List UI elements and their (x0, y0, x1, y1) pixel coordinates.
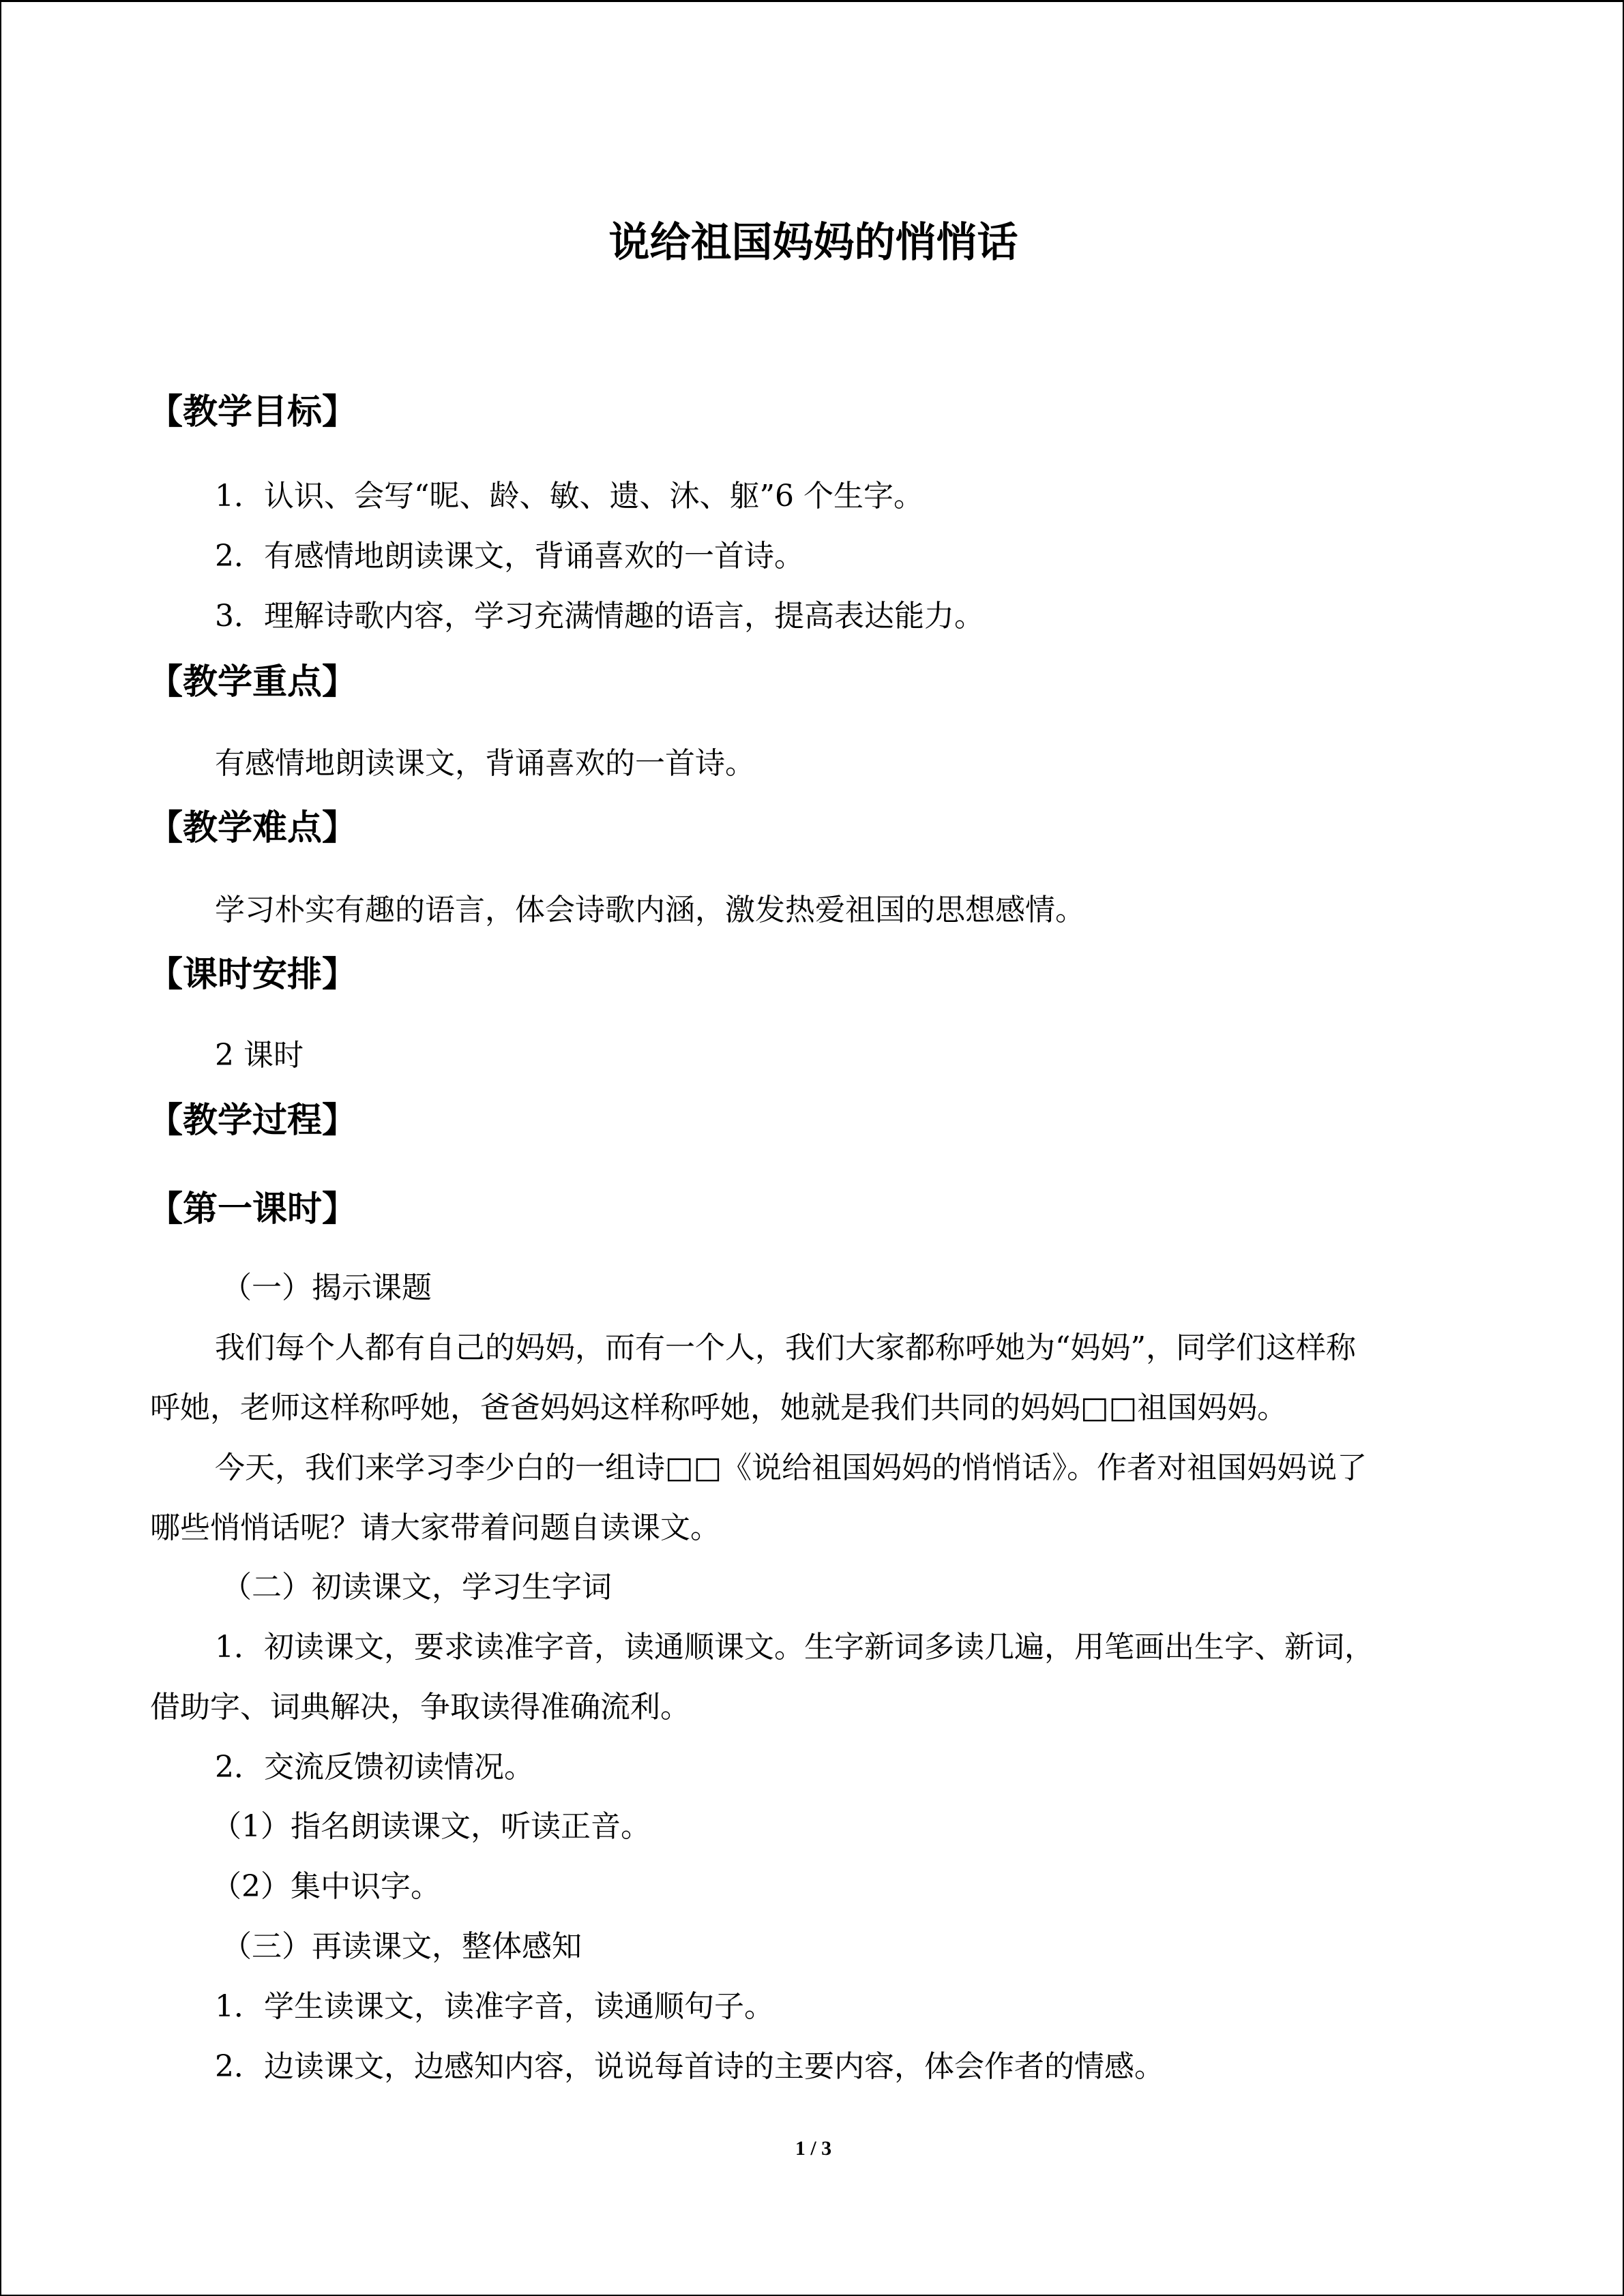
difficulties-text: 学习朴实有趣的语言，体会诗歌内涵，激发热爱祖国的思想感情。 (215, 893, 1085, 927)
paragraph-1-line-2: 呼她，老师这样称呼她，爸爸妈妈这样称呼她，她就是我们共同的妈妈□□祖国妈妈。 (150, 1390, 1288, 1425)
heading-teaching-process: 【教学过程】 (148, 1101, 357, 1141)
step-3-item-2: 2．边读课文，边感知内容，说说每首诗的主要内容，体会作者的情感。 (215, 2049, 1164, 2084)
step-2-sub-2: （2）集中识字。 (211, 1869, 441, 1904)
step-2-item-1-line-1: 1．初读课文，要求读准字音，读通顺课文。生字新词多读几遍，用笔画出生字、新词， (215, 1630, 1374, 1665)
paragraph-2-line-1: 今天，我们来学习李少白的一组诗□□《说给祖国妈妈的悄悄话》。作者对祖国妈妈说了 (215, 1450, 1368, 1485)
heading-teaching-goals: 【教学目标】 (148, 392, 357, 432)
heading-schedule: 【课时安排】 (148, 955, 357, 995)
step-3-title: （三）再读课文，整体感知 (222, 1929, 582, 1964)
step-1-title: （一）揭示课题 (222, 1270, 432, 1305)
goal-item-2: 2．有感情地朗读课文，背诵喜欢的一首诗。 (215, 539, 804, 573)
heading-lesson-1: 【第一课时】 (148, 1189, 357, 1229)
step-3-item-1: 1．学生读课文，读准字音，读通顺句子。 (215, 1989, 774, 2024)
goal-item-3: 3．理解诗歌内容，学习充满情趣的语言，提高表达能力。 (215, 599, 984, 633)
paragraph-1-line-1: 我们每个人都有自己的妈妈，而有一个人，我们大家都称呼她为“妈妈”，同学们这样称 (215, 1330, 1356, 1365)
paragraph-2-line-2: 哪些悄悄话呢？请大家带着问题自读课文。 (150, 1510, 720, 1545)
step-2-title: （二）初读课文，学习生字词 (222, 1570, 612, 1605)
key-points-text: 有感情地朗读课文，背诵喜欢的一首诗。 (215, 746, 755, 781)
step-2-item-1-line-2: 借助字、词典解决，争取读得准确流利。 (150, 1690, 690, 1725)
goal-item-1: 1．认识、会写“昵、龄、敏、遗、沐、躯”6 个生字。 (215, 479, 924, 513)
heading-difficulties: 【教学难点】 (148, 808, 357, 848)
step-2-sub-1: （1）指名朗读课文，听读正音。 (211, 1809, 651, 1844)
step-2-item-2: 2．交流反馈初读情况。 (215, 1750, 534, 1785)
page-number: 1 / 3 (795, 2137, 832, 2160)
schedule-text: 2 课时 (215, 1038, 304, 1073)
heading-key-points: 【教学重点】 (148, 662, 357, 702)
document-title: 说给祖国妈妈的悄悄话 (608, 219, 1018, 267)
